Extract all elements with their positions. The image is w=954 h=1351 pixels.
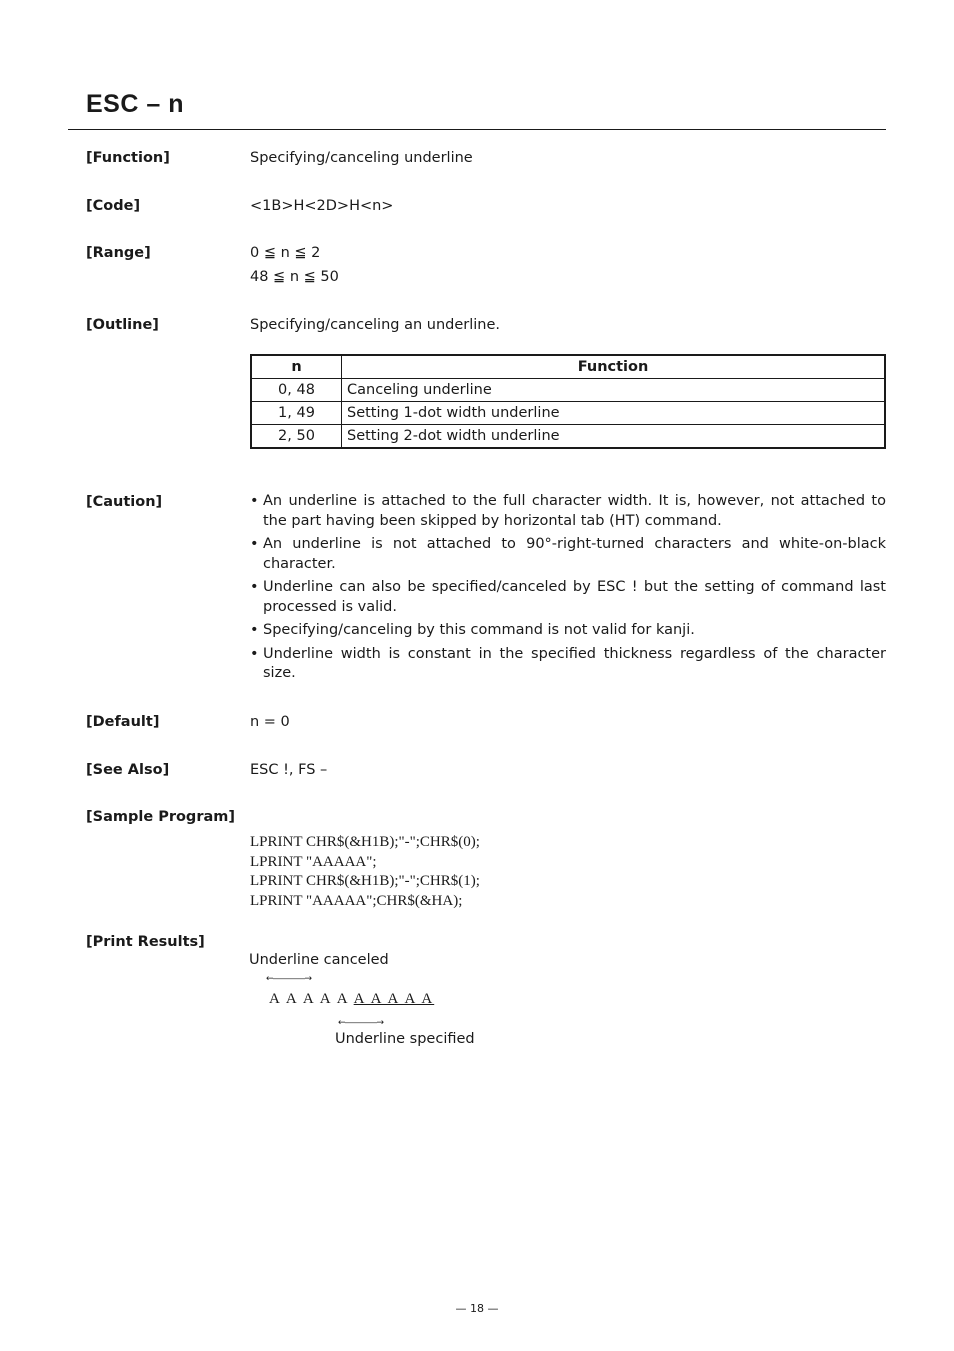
plain-text: A A A A A	[269, 991, 349, 1007]
table-header-n: n	[251, 355, 342, 379]
caution-label: [Caution]	[86, 494, 163, 510]
table-header-function: Function	[342, 355, 886, 379]
underline-specified-caption: Underline specified	[335, 1031, 475, 1047]
function-value: Specifying/canceling underline	[250, 150, 473, 166]
page-title: ESC – n	[86, 90, 184, 118]
range-value	[250, 241, 339, 289]
table-row	[251, 425, 885, 449]
code-line: LPRINT CHR$(&H1B);"-";CHR$(0);	[250, 834, 480, 850]
outline-value: Specifying/canceling an underline.	[250, 317, 500, 333]
page-number: — 18 —	[455, 1302, 499, 1315]
bullet-icon: •	[250, 579, 259, 595]
table-cell-function: Canceling underline	[342, 379, 886, 402]
caution-text: Underline width is constant in the specified thickness regardless of the character size.	[263, 645, 886, 681]
caution-text: Underline can also be specified/canceled by ESC ! but the setting of command last processed is valid.	[263, 579, 886, 615]
range-line: 0 ≦ n ≦ 2	[250, 245, 321, 261]
print-results-label: [Print Results]	[86, 934, 205, 950]
bullet-icon: •	[250, 493, 259, 509]
table-cell-function: Setting 2-dot width underline	[342, 425, 886, 449]
range-label: [Range]	[86, 245, 151, 261]
print-sample	[269, 991, 434, 1008]
function-label: [Function]	[86, 150, 170, 166]
table-cell-n: 2, 50	[251, 425, 342, 449]
table-cell-n: 1, 49	[251, 402, 342, 425]
caution-text: An underline is attached to the full character width. It is, however, not attached to the part having been skipped by horizontal tab (HT) command.	[263, 493, 886, 529]
caution-item	[250, 492, 886, 531]
bullet-icon: •	[250, 622, 259, 638]
double-arrow-icon: ←————→	[338, 1018, 384, 1028]
code-value: <1B>H<2D>H<n>	[250, 198, 394, 214]
caution-item	[250, 578, 886, 617]
code-label: [Code]	[86, 198, 141, 214]
caution-text: An underline is not attached to 90°-right-turned characters and white-on-black character.	[263, 536, 886, 572]
table-cell-function: Setting 1-dot width underline	[342, 402, 886, 425]
caution-item	[250, 645, 886, 684]
caution-list	[250, 492, 886, 688]
code-line: LPRINT CHR$(&H1B);"-";CHR$(1);	[250, 873, 480, 889]
see-also-label: [See Also]	[86, 762, 170, 778]
caution-item	[250, 621, 886, 641]
table-header-row	[251, 355, 885, 379]
bullet-icon: •	[250, 536, 259, 552]
function-table	[250, 354, 886, 449]
sample-program-label: [Sample Program]	[86, 809, 235, 825]
caution-item	[250, 535, 886, 574]
default-label: [Default]	[86, 714, 160, 730]
code-line: LPRINT "AAAAA";CHR$(&HA);	[250, 892, 463, 909]
table-cell-n: 0, 48	[251, 379, 342, 402]
caution-text: Specifying/canceling by this command is not valid for kanji.	[263, 622, 695, 638]
outline-label: [Outline]	[86, 317, 159, 333]
default-value: n = 0	[250, 714, 290, 730]
underline-canceled-caption: Underline canceled	[249, 952, 389, 968]
sample-program-code	[250, 833, 480, 911]
code-line: LPRINT "AAAAA";	[250, 853, 377, 870]
bullet-icon: •	[250, 645, 259, 662]
title-rule	[68, 129, 886, 130]
range-line: 48 ≦ n ≦ 50	[250, 269, 339, 285]
double-arrow-icon: ←————→	[266, 974, 312, 984]
see-also-value: ESC !, FS –	[250, 762, 328, 778]
table-row	[251, 379, 885, 402]
table-row	[251, 402, 885, 425]
underlined-text: A A A A A	[353, 991, 435, 1007]
